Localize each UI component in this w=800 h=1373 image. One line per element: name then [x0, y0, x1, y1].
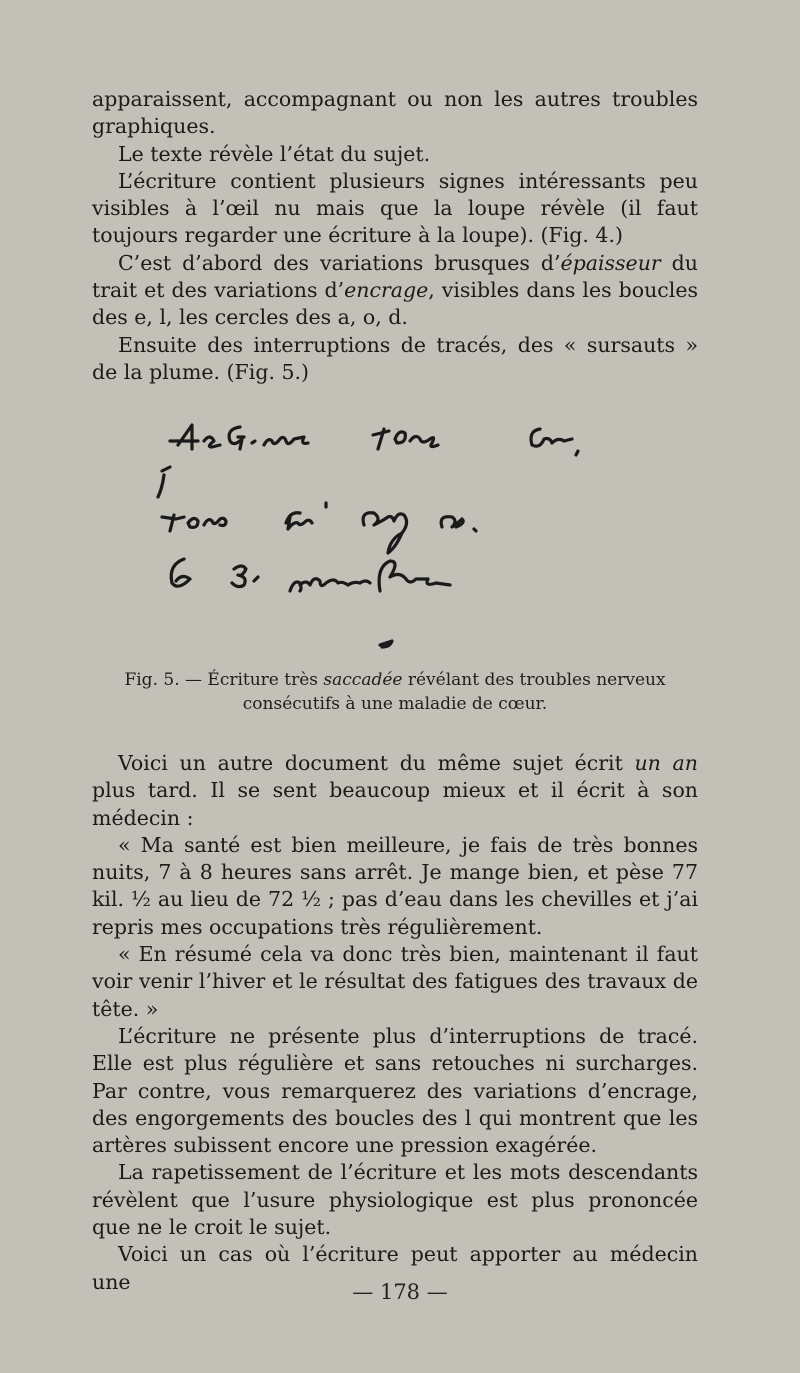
paragraph: apparaissent, accompagnant ou non les autres troubles graphiques.: [92, 87, 698, 139]
handwriting-sample-figure: [140, 405, 580, 655]
text-run: Voici un autre document du même sujet écrit: [118, 751, 635, 775]
text-run: C’est d’abord des variations brusques d’: [118, 250, 561, 275]
text-block-top: [92, 86, 698, 386]
caption-line-2: consécutifs à une maladie de cœur.: [242, 694, 548, 714]
text-run: plus tard. Il se sent beaucoup mieux et il écrit à son médecin :: [92, 778, 698, 830]
text-run: du trait et des variations d’: [92, 250, 699, 303]
caption-text: Écriture très: [207, 670, 324, 690]
italic-term: un an: [634, 751, 698, 775]
paragraph: La rapetissement de l’écriture et les mots descendants révèlent que l’usure physiologique est plus prononcée que ne le croit le sujet.: [92, 1160, 698, 1240]
caption-label: Fig. 5. —: [124, 670, 208, 690]
italic-term: encrage: [344, 278, 429, 303]
italic-term: épaisseur: [560, 250, 661, 275]
paragraph: Voici un cas où l’écriture peut apporter au médecin une: [92, 1242, 698, 1294]
text-run: , visibles dans les boucles des e, l, les cercles des a, o, d.: [92, 278, 698, 330]
paragraph: « Ma santé est bien meilleure, je fais de très bonnes nuits, 7 à 8 heures sans arrêt. Je mange bien, et pèse 77 kil. ½ au lieu de 72 ½ ; pas d’eau dans les chevilles et j’ai repris mes occupations très régulièrement.: [92, 832, 698, 939]
figure-caption: [92, 668, 698, 716]
paragraph: L’écriture contient plusieurs signes intéressants peu visibles à l’œil nu mais que la loupe révèle (il faut toujours regarder une écriture à la loupe). (Fig. 4.): [92, 168, 698, 248]
caption-italic: saccadée: [323, 670, 403, 690]
paragraph: « En résumé cela va donc très bien, maintenant il faut voir venir l’hiver et le résultat des fatigues des travaux de tête. »: [92, 942, 698, 1021]
paragraph: Le texte révèle l’état du sujet.: [118, 141, 431, 166]
text-block-bottom: [92, 750, 698, 1296]
handwriting-image: [140, 405, 580, 655]
paragraph: Ensuite des interruptions de tracés, des « sursauts » de la plume. (Fig. 5.): [92, 332, 698, 384]
paragraph: L’écriture ne présente plus d’interruptions de tracé. Elle est plus régulière et sans retouches ni surcharges. Par contre, vous remarquerez des variations d’encrage, des engorgements des boucles des l qui montrent que les artères subissent encore une pression exagérée.: [92, 1023, 698, 1158]
paragraph: [92, 750, 698, 832]
paragraph: [92, 250, 698, 332]
caption-text: révélant des troubles nerveux: [402, 670, 666, 690]
page-number: — 178 —: [352, 1280, 448, 1304]
